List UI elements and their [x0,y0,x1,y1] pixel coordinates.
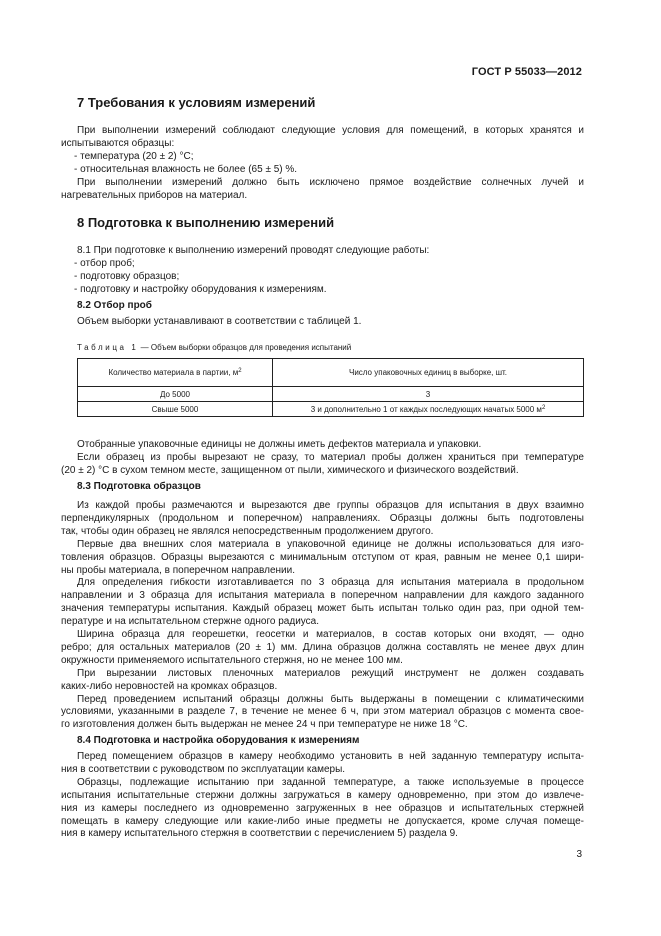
s84-line: испытания испытательные стержни должны загружаться в камеру одновременно, при этом до извлече- [61,789,584,801]
s84-line: ния в камеру испытательного стержня в соответствии с перечислением 5) раздела 9. [61,828,458,840]
s83-line: Из каждой пробы размечаются и вырезаются две группы образцов для испытания в двух взаимно [77,500,584,511]
s83-line: товления образцов. Образцы вырезаются с минимальным отступом от края, равным не менее 0,1 шири- [61,551,584,563]
s83-line: ны пробы материала, в поперечном направлении. [61,564,295,576]
section-7-line-5: При выполнении измерений должно быть исключено прямое воздействие солнечных лучей и [77,177,584,188]
table-cell: До 5000 [78,387,273,402]
table-cell: 3 и дополнительно 1 от каждых последующих начатых 5000 $м^2$ [273,402,584,417]
section-7-line-1: При выполнении измерений соблюдают следующие условия для помещений, в которых хранятся и [77,125,584,136]
table-caption-label: Таблица 1 [77,343,139,352]
table-header-cell: Число упаковочных единиц в выборке, шт. [273,359,584,387]
table-header-cell: Количество материала в партии, $м^2$ [78,359,273,387]
section-7-line-6: нагревательных приборов на материал. [61,190,248,201]
after-table-line-1: Отобранные упаковочные единицы не должны иметь дефектов материала и упаковки. [77,439,482,450]
section-8-2-text: Объем выборки устанавливают в соответствии с таблицей 1. [77,316,362,327]
s83-line: Ширина образца для георешетки, геосетки и материалов, в состав которых они входят, — одно [77,629,584,640]
s83-line: так, чтобы один образец не являлся непосредственным продолжением другого. [61,525,434,537]
s83-line: значения температуры испытания. Каждый образец может быть испытан только один раз, при одной тем- [61,603,584,615]
section-8-2-title: 8.2 Отбор проб [77,300,152,311]
section-8-intro-2: - отбор проб; [74,258,135,269]
table-cell: Свыше 5000 [78,402,273,417]
s83-line: ребро; для остальных материалов (20 ± 1) мм. Длина образцов должна составлять не менее двух длин [61,641,584,653]
s83-line: направлении и 3 образца для испытания материала в поперечном направлении для каждого заданного [61,590,584,602]
page-number: 3 [576,849,582,860]
section-8-3-title: 8.3 Подготовка образцов [77,481,201,492]
s83-line: пературе и на испытательном стержне одного радиуса. [61,616,320,628]
s83-line: Первые два внешних слоя материала в упаковочной единице не должны использоваться для изго- [77,538,584,550]
s83-line: окружности применяемого испытательного стержня, но не менее 100 мм. [61,654,403,666]
s83-line: го изготовления должен быть выдержан не менее 24 ч при температуре не ниже 18 °С. [61,719,468,731]
s83-line: перпендикулярных (продольном и поперечном) направлениях. Образцы должны быть подготовлены [61,512,584,524]
section-8-4-title: 8.4 Подготовка и настройка оборудования к измерениям [77,735,360,746]
section-8-intro-1: 8.1 При подготовке к выполнению измерений проводят следующие работы: [77,245,430,256]
after-table-line-2: Если образец из пробы вырезают не сразу, то материал пробы должен храниться при температуре [77,452,584,463]
standard-number: ГОСТ Р 55033—2012 [471,66,582,78]
s83-line: При вырезании листовых пленочных материалов режущий инструмент не должен создавать [77,667,584,679]
section-8-intro-3: - подготовку образцов; [74,271,180,282]
section-8-intro-4: - подготовку и настройку оборудования к измерениям. [74,284,327,295]
s83-line: Перед проведением испытаний образцы должны быть выдержаны в помещении с климатическими [77,693,584,705]
table-caption-text: — Объем выборки образцов для проведения испытаний [138,343,352,352]
s84-line: ния в соответствии с руководством по эксплуатации камеры. [61,763,346,775]
after-table-line-3: (20 ± 2) °С в сухом темном месте, защищенном от пыли, химического и физического воздействий. [61,465,519,476]
section-7-line-4: - относительная влажность не более (65 ± 5) %. [74,164,298,175]
table-row [78,402,584,417]
section-7-line-3: - температура (20 ± 2) °С; [74,151,194,162]
s84-line: ния из камеры последнего из одновременно загруженных в нее образцов и испытательных стержней [61,802,584,814]
table-caption [77,343,351,352]
s83-line: условиями, указанными в разделе 7, в течение не менее 6 ч, при этом материал образцов с момента свое- [61,706,584,718]
s83-line: Для определения гибкости изготавливается по 3 образца для испытания материала в продольном [77,577,584,589]
section-7-line-2: испытываются образцы: [61,138,175,149]
table-header-row [78,359,584,387]
s84-line: Перед помещением образцов в камеру необходимо установить в ней заданную температуру испыта- [77,751,584,762]
section-7-title: 7 Требования к условиям измерений [77,95,316,110]
table-row [78,387,584,402]
s84-line: помещать в камеру следующие или какие-либо иные предметы не допускается, кроме случая помеще- [61,815,584,827]
section-8-title: 8 Подготовка к выполнению измерений [77,215,335,230]
s83-line: каких-либо неровностей на кромках образцов. [61,680,278,692]
s84-line: Образцы, подлежащие испытанию при заданной температуре, а также используемые в процессе [77,776,584,788]
sampling-table [77,358,584,417]
table-cell: 3 [273,387,584,402]
